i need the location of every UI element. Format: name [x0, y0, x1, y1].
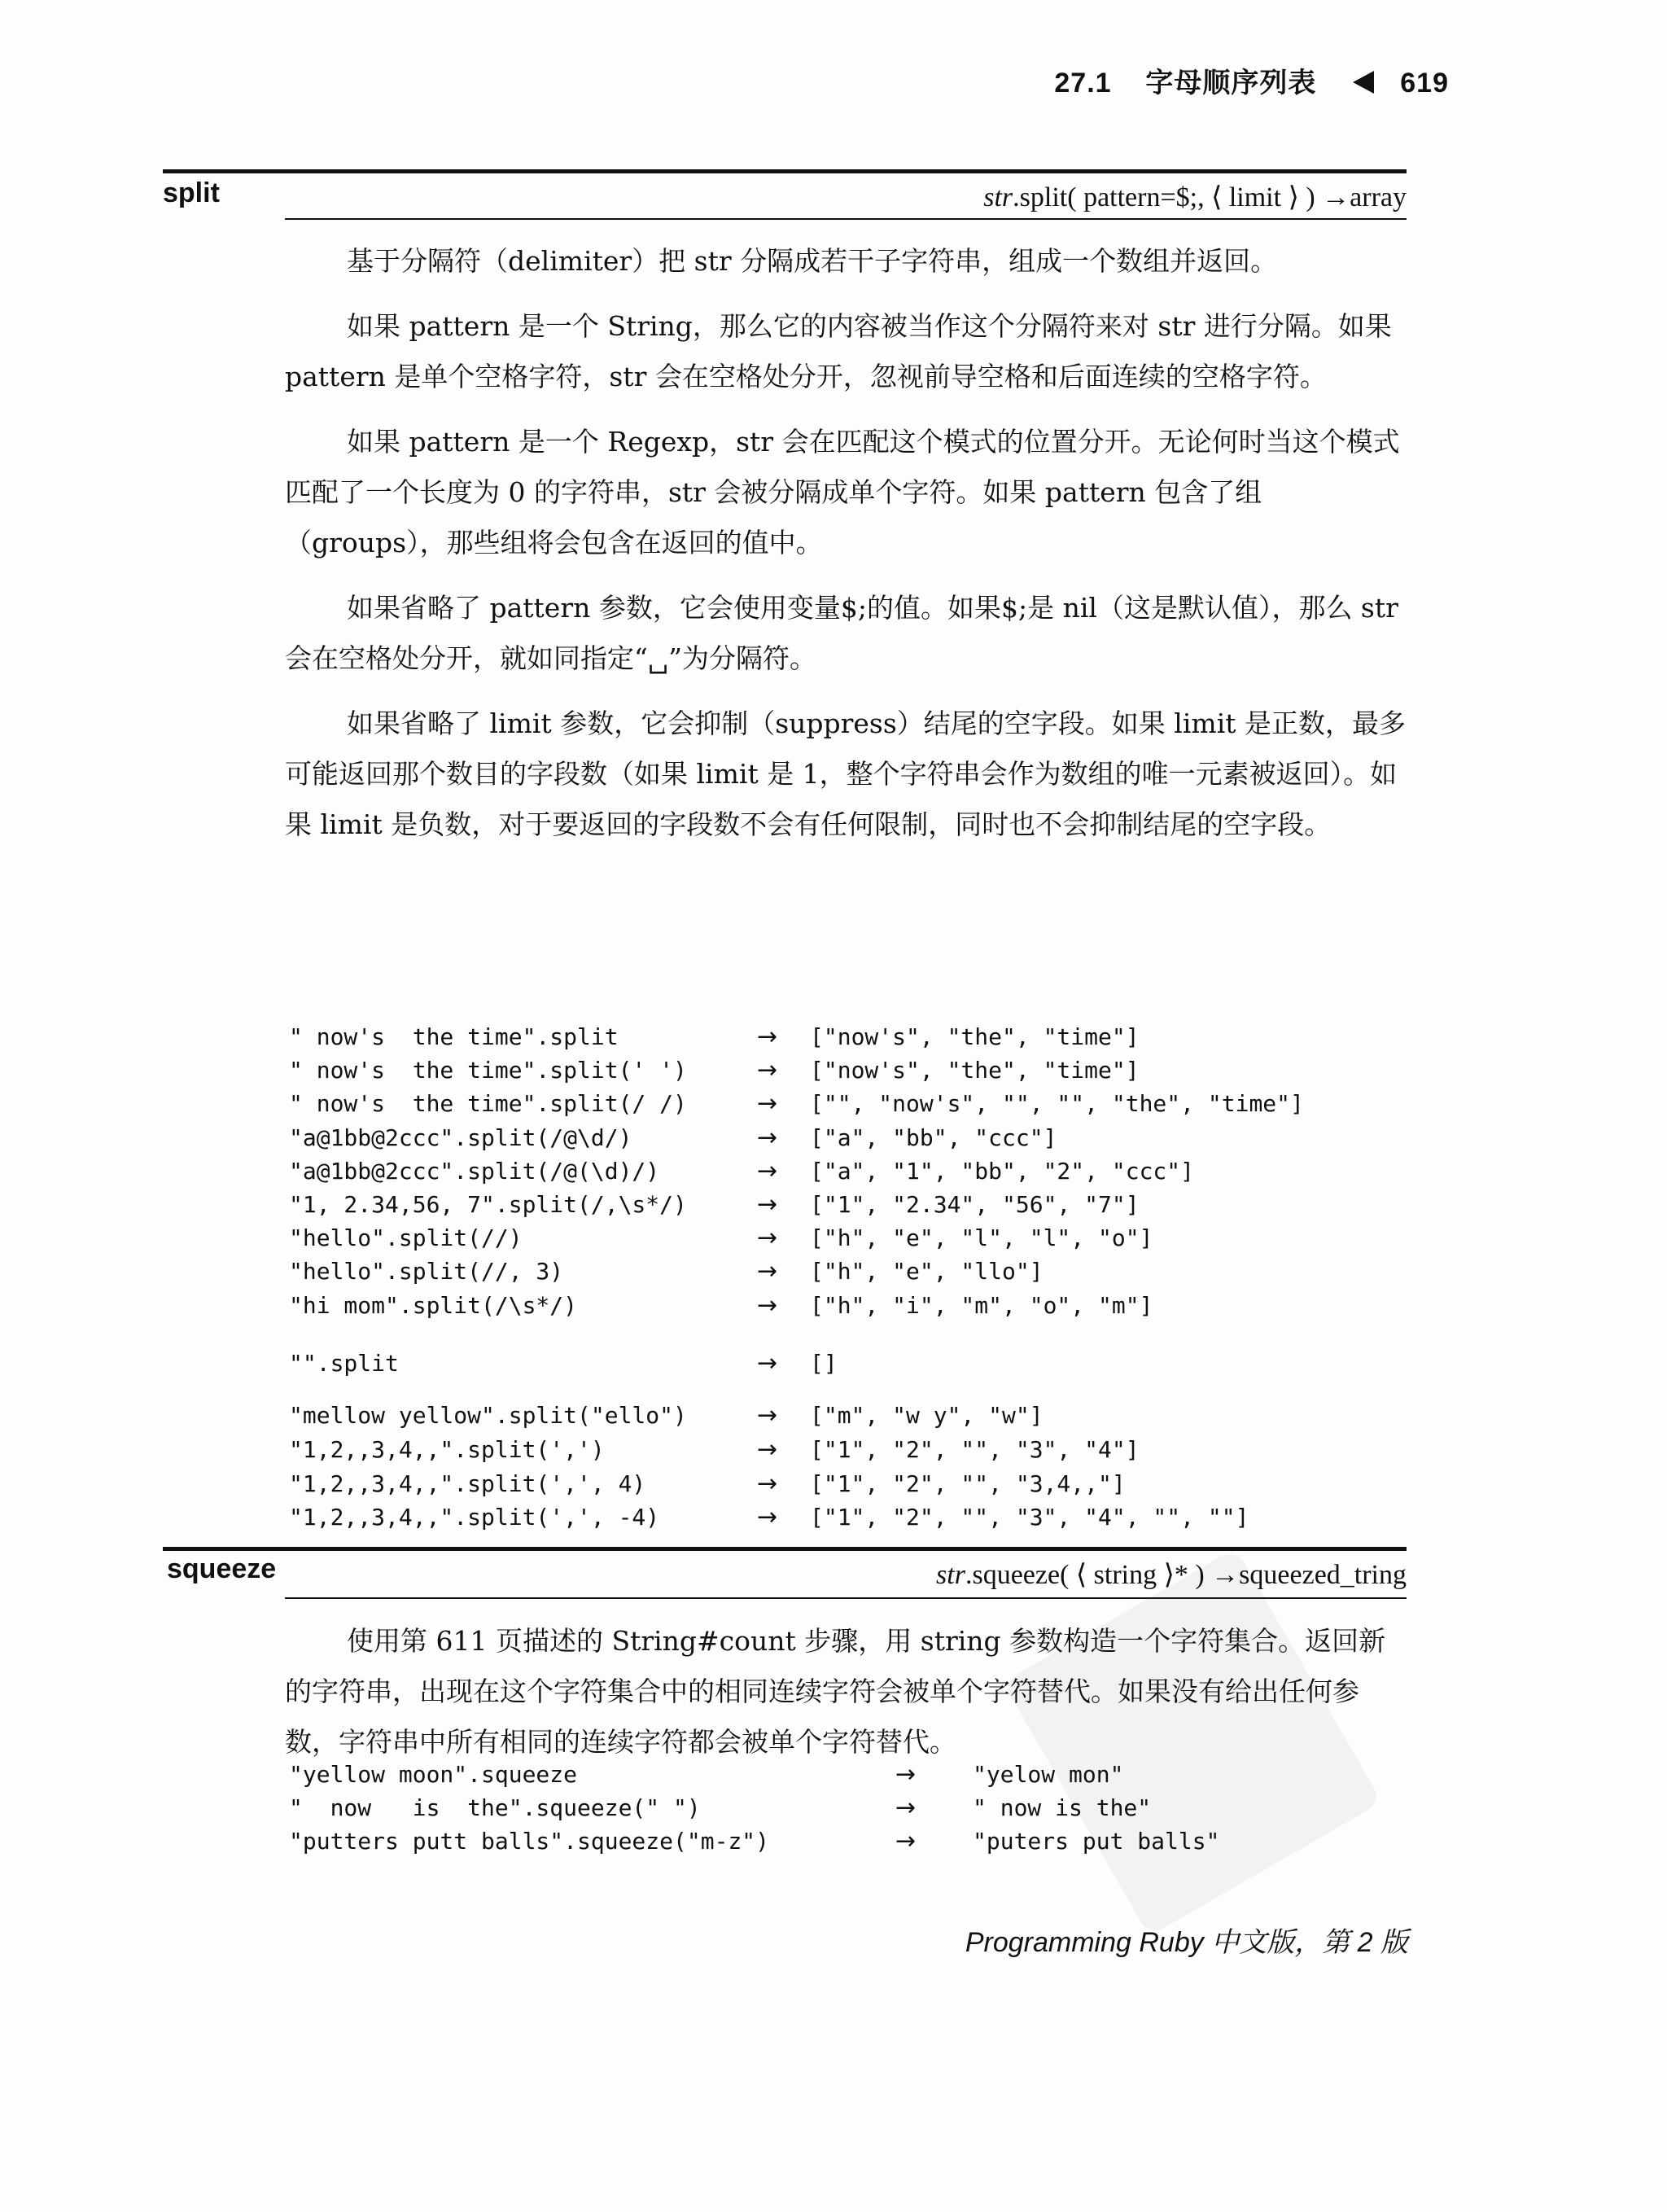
- arrow-icon: →: [757, 1224, 778, 1253]
- example-code: "mellow yellow".split("ello"): [289, 1402, 687, 1429]
- example-code: " now's the time".split(/ /): [289, 1090, 687, 1118]
- example-code: " now's the time".split: [289, 1023, 619, 1050]
- example-result: ["1", "2", "", "3", "4", "", ""]: [810, 1504, 1249, 1531]
- example-code: " now is the".squeeze(" "): [289, 1794, 701, 1821]
- arrow-icon: →: [895, 1794, 917, 1822]
- example-result: ["h", "e", "llo"]: [810, 1258, 1044, 1286]
- arrow-icon: →: [757, 1023, 778, 1051]
- entry-rule-squeeze: [163, 1547, 1407, 1551]
- example-code: "".split: [289, 1350, 399, 1377]
- paragraph: 如果 pattern 是一个 String，那么它的内容被当作这个分隔符来对 str 进行分隔。如果 pattern 是单个空格字符，str 会在空格处分开，忽视前导空格和后面连续的空格字符。: [285, 310, 1392, 392]
- arrow-icon: →: [757, 1156, 778, 1185]
- method-name-squeeze: squeeze: [167, 1553, 277, 1584]
- arrow-icon: →: [757, 1123, 778, 1152]
- section-number: 27.1: [1054, 68, 1112, 99]
- method-name-split: split: [163, 177, 220, 208]
- paragraph: 如果省略了 limit 参数，它会抑制（suppress）结尾的空字段。如果 limit 是正数，最多可能返回那个数目的字段数（如果 limit 是 1，整个字符串会作为数组的唯一元素被返回）。如果 limit 是负数，对于要返回的字段数不会有任何限制，同时也不会抑制结尾的空字段。: [285, 707, 1407, 840]
- paragraph: 如果省略了 pattern 参数，它会使用变量$;的值。如果$;是 nil（这是默认值），那么 str 会在空格处分开，就如同指定“␣”为分隔符。: [285, 592, 1398, 674]
- running-header: [1054, 60, 1449, 100]
- example-result: ["a", "1", "bb", "2", "ccc"]: [810, 1157, 1195, 1185]
- example-result: ["1", "2.34", "56", "7"]: [810, 1191, 1140, 1218]
- entry-rule-split: [163, 169, 1407, 173]
- example-code: "hello".split(//): [289, 1224, 523, 1252]
- example-code: "1,2,,3,4,,".split(',', -4): [289, 1504, 660, 1531]
- example-result: "puters put balls": [973, 1828, 1220, 1855]
- paragraph: 使用第 611 页描述的 String#count 步骤，用 string 参数构造一个字符集合。返回新的字符串，出现在这个字符集合中的相同连续字符会被单个字符替代。如果没有给出任何参数，字符串中所有相同的连续字符都会被单个字符替代。: [285, 1625, 1386, 1758]
- signature-underline-split: [285, 218, 1407, 220]
- arrow-icon: →: [757, 1290, 778, 1320]
- arrow-icon: →: [895, 1760, 917, 1789]
- example-code: "1,2,,3,4,,".split(','): [289, 1435, 605, 1463]
- arrow-icon: →: [757, 1089, 778, 1119]
- example-result: ["1", "2", "", "3", "4"]: [810, 1435, 1140, 1463]
- arrow-icon: →: [757, 1469, 778, 1498]
- example-result: ["h", "i", "m", "o", "m"]: [810, 1291, 1153, 1319]
- signature-receiver: str: [936, 1560, 965, 1590]
- signature-rest: .squeeze( ⟨ string ⟩* ) →squeezed_tring: [965, 1560, 1407, 1590]
- paragraph: 如果 pattern 是一个 Regexp，str 会在匹配这个模式的位置分开。无论何时当这个模式匹配了一个长度为 0 的字符串，str 会被分隔成单个字符。如果 pattern 包含了组（groups），那些组将会包含在返回的值中。: [285, 426, 1400, 558]
- signature-receiver: str: [983, 182, 1013, 212]
- arrow-icon: →: [757, 1503, 778, 1532]
- arrow-icon: →: [757, 1349, 778, 1378]
- example-code: " now's the time".split(' '): [289, 1057, 687, 1084]
- example-result: []: [810, 1350, 838, 1377]
- example-code: "a@1bb@2ccc".split(/@(\d)/): [289, 1157, 660, 1185]
- example-result: "yelow mon": [973, 1761, 1124, 1788]
- example-code: "hi mom".split(/\s*/): [289, 1291, 578, 1319]
- arrow-icon: →: [757, 1401, 778, 1430]
- example-code: "hello".split(//, 3): [289, 1258, 564, 1286]
- example-code: "a@1bb@2ccc".split(/@\d/): [289, 1124, 632, 1151]
- section-title: 字母顺序列表: [1145, 68, 1317, 99]
- arrow-icon: →: [757, 1056, 778, 1085]
- signature-split: [983, 181, 1407, 213]
- signature-underline-squeeze: [285, 1597, 1407, 1599]
- example-result: ["now's", "the", "time"]: [810, 1023, 1140, 1050]
- example-code: "yellow moon".squeeze: [289, 1761, 578, 1788]
- page-footer: Programming Ruby 中文版，第 2 版: [965, 1927, 1408, 1958]
- example-result: ["now's", "the", "time"]: [810, 1057, 1140, 1084]
- example-code: "putters putt balls".squeeze("m-z"): [289, 1828, 770, 1855]
- example-result: ["a", "bb", "ccc"]: [810, 1124, 1057, 1151]
- left-triangle-icon: [1353, 71, 1374, 94]
- example-result: " now is the": [973, 1794, 1152, 1821]
- page-number: 619: [1400, 68, 1449, 99]
- example-result: ["h", "e", "l", "l", "o"]: [810, 1224, 1153, 1252]
- example-result: ["m", "w y", "w"]: [810, 1402, 1044, 1429]
- paragraph: 基于分隔符（delimiter）把 str 分隔成若干子字符串，组成一个数组并返回。: [347, 245, 1278, 277]
- arrow-icon: →: [757, 1257, 778, 1286]
- arrow-icon: →: [757, 1190, 778, 1219]
- example-result: ["1", "2", "", "3,4,,"]: [810, 1470, 1126, 1497]
- arrow-icon: →: [895, 1827, 917, 1855]
- example-code: "1,2,,3,4,,".split(',', 4): [289, 1470, 646, 1497]
- signature-rest: .split( pattern=$;, ⟨ limit ⟩ ) →array: [1013, 182, 1407, 212]
- example-code: "1, 2.34,56, 7".split(/,\s*/): [289, 1191, 687, 1218]
- example-result: ["", "now's", "", "", "the", "time"]: [810, 1090, 1304, 1118]
- signature-squeeze: [936, 1558, 1407, 1591]
- arrow-icon: →: [757, 1435, 778, 1464]
- split-description: [285, 236, 1408, 865]
